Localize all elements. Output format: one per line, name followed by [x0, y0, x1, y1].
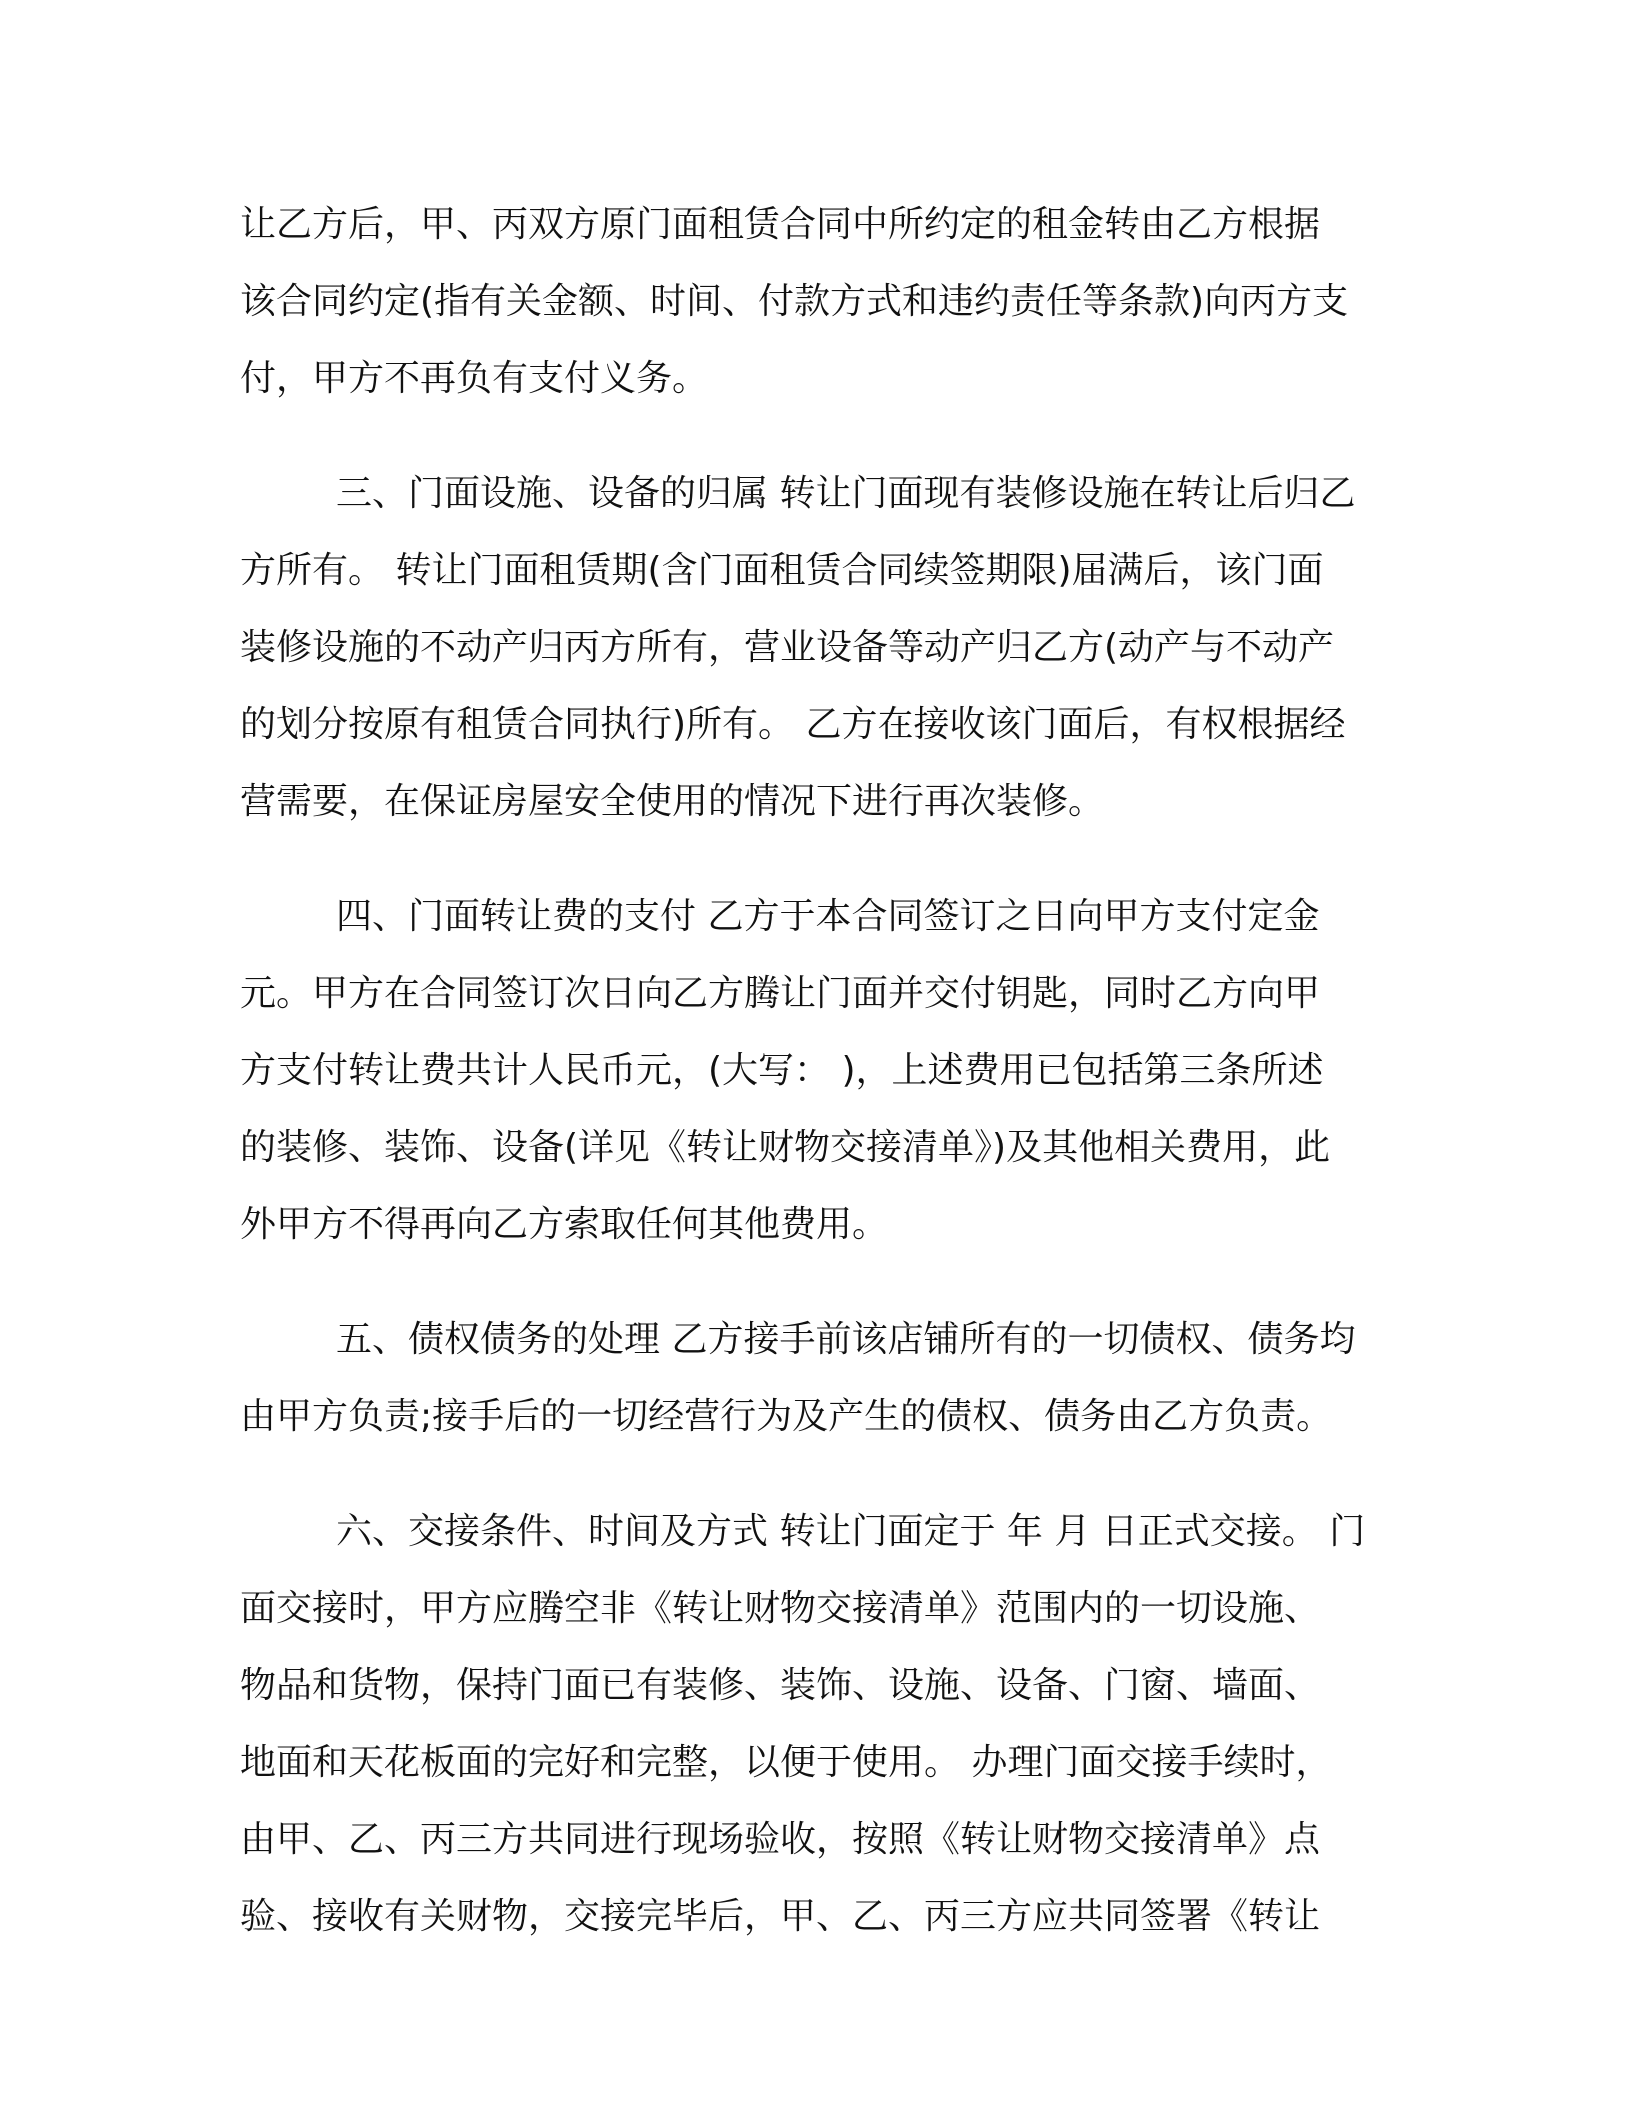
paragraph-transfer-fee-payment [240, 878, 1400, 1263]
text-line: 六、交接条件、时间及方式 转让门面定于 年 月 日正式交接。 门 [336, 1511, 1366, 1552]
text-line: 物品和货物，保持门面已有装修、装饰、设施、设备、门窗、墙面、 [240, 1665, 1321, 1706]
text-line: 的划分按原有租赁合同执行)所有。 乙方在接收该门面后，有权根据经 [240, 704, 1346, 745]
text-line: 装修设施的不动产归丙方所有，营业设备等动产归乙方(动产与不动产 [240, 627, 1335, 668]
text-line: 五、债权债务的处理 乙方接手前该店铺所有的一切债权、债务均 [336, 1319, 1356, 1360]
text-line: 付，甲方不再负有支付义务。 [240, 358, 709, 399]
text-line: 面交接时，甲方应腾空非《转让财物交接清单》范围内的一切设施、 [240, 1588, 1321, 1629]
text-line: 地面和天花板面的完好和完整，以便于使用。 办理门面交接手续时， [240, 1742, 1332, 1783]
text-line: 三、门面设施、设备的归属 转让门面现有装修设施在转让后归乙 [336, 473, 1356, 514]
paragraph-debt-handling [240, 1301, 1400, 1455]
paragraph-facilities-ownership [240, 455, 1400, 840]
text-line: 的装修、装饰、设备(详见《转让财物交接清单》)及其他相关费用，此 [240, 1127, 1331, 1168]
text-line: 该合同约定(指有关金额、时间、付款方式和违约责任等条款)向丙方支 [240, 281, 1349, 322]
text-line: 四、门面转让费的支付 乙方于本合同签订之日向甲方支付定金 [336, 896, 1320, 937]
contract-body [240, 186, 1400, 1955]
text-line: 营需要，在保证房屋安全使用的情况下进行再次装修。 [240, 781, 1105, 822]
text-line: 外甲方不得再向乙方索取任何其他费用。 [240, 1204, 889, 1245]
text-line: 方支付转让费共计人民币元，(大写： )，上述费用已包括第三条所述 [240, 1050, 1324, 1091]
text-line: 由甲、乙、丙三方共同进行现场验收，按照《转让财物交接清单》点 [240, 1819, 1321, 1860]
text-line: 验、接收有关财物，交接完毕后，甲、乙、丙三方应共同签署《转让 [240, 1896, 1321, 1937]
text-line: 元。甲方在合同签订次日向乙方腾让门面并交付钥匙，同时乙方向甲 [240, 973, 1321, 1014]
text-line: 让乙方后，甲、丙双方原门面租赁合同中所约定的租金转由乙方根据 [240, 204, 1321, 245]
text-line: 方所有。 转让门面租赁期(含门面租赁合同续签期限)届满后，该门面 [240, 550, 1324, 591]
paragraph-handover-conditions [240, 1493, 1400, 1955]
text-line: 由甲方负责;接手后的一切经营行为及产生的债权、债务由乙方负责。 [240, 1396, 1333, 1437]
paragraph-rent-transfer [240, 186, 1400, 417]
